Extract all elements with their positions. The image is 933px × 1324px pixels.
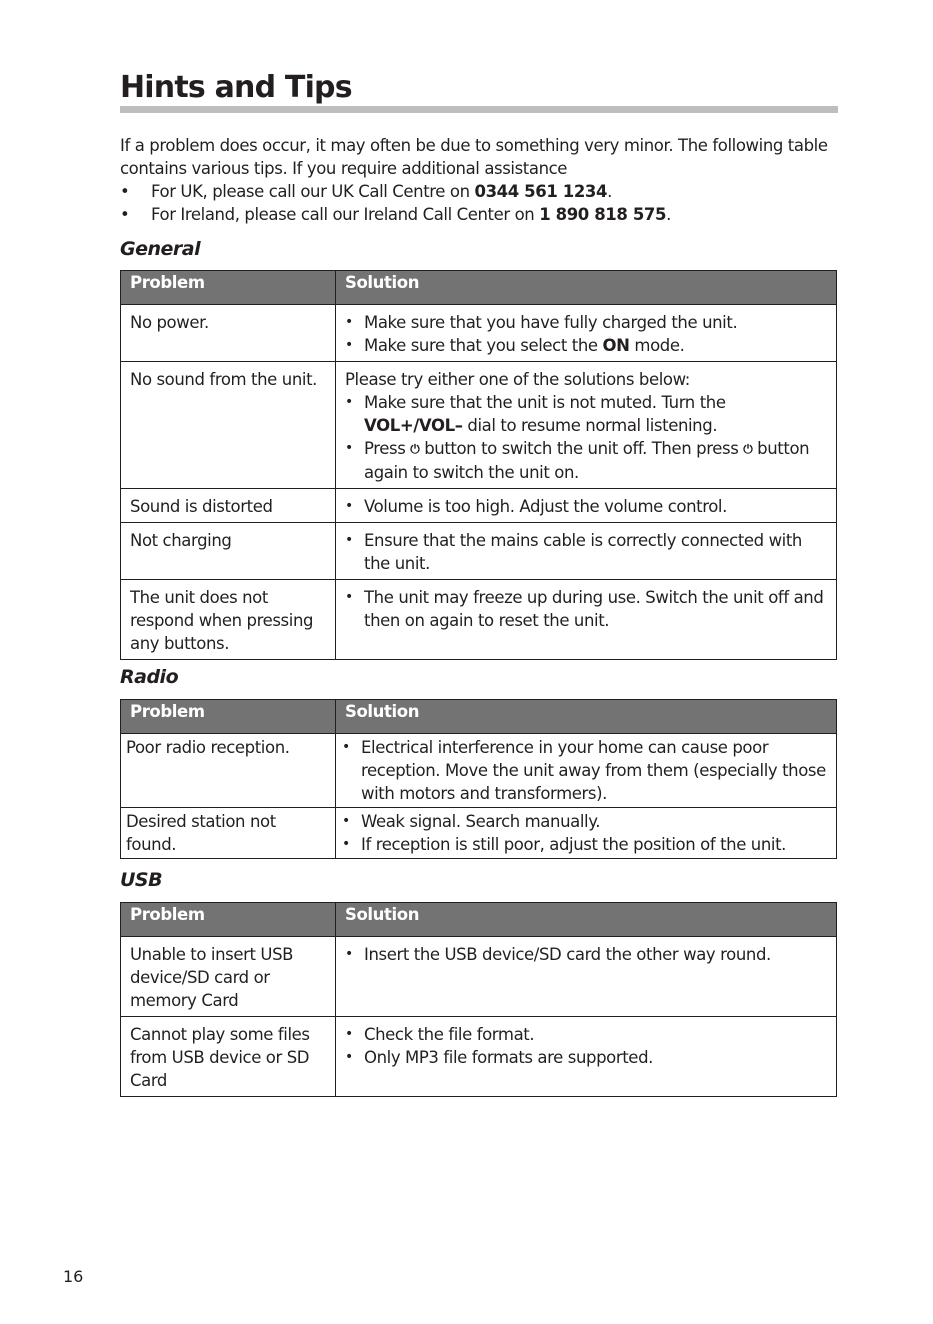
table-row xyxy=(121,580,837,660)
problem-cell: Desired station not found. xyxy=(121,808,336,859)
table-row xyxy=(121,362,837,489)
table-header-row xyxy=(121,700,837,734)
ireland-phone-number: 1 890 818 575 xyxy=(539,205,667,224)
solution-bullet: • Make sure that the unit is not muted. Turn the VOL+/VOL– dial to resume normal listening. xyxy=(345,391,828,437)
table-header-row xyxy=(121,903,837,937)
intro xyxy=(120,134,840,226)
section-heading-radio: Radio xyxy=(120,666,179,688)
general-table xyxy=(120,270,837,660)
solution-cell xyxy=(336,523,837,580)
solution-cell xyxy=(336,734,837,808)
radio-table xyxy=(120,699,837,859)
solution-bullet: • Weak signal. Search manually. xyxy=(342,810,830,833)
problem-cell: Sound is distorted xyxy=(121,489,336,523)
table-row xyxy=(121,937,837,1017)
solution-bullet: • Electrical interference in your home can cause poor reception. Move the unit away from them (especially those with motors and transformers). xyxy=(342,736,830,805)
solution-bullet: • The unit may freeze up during use. Switch the unit off and then on again to reset the unit. xyxy=(345,586,828,632)
solution-bullet: • Press ⏻ button to switch the unit off. Then press ⏻ button again to switch the unit on. xyxy=(345,437,828,484)
column-header-solution: Solution xyxy=(336,700,837,734)
solution-lead: Please try either one of the solutions below: xyxy=(345,370,690,389)
page-title: Hints and Tips xyxy=(120,70,352,105)
uk-phone-number: 0344 561 1234 xyxy=(474,182,608,201)
problem-cell: No power. xyxy=(121,305,336,362)
solution-cell xyxy=(336,1017,837,1097)
column-header-solution: Solution xyxy=(336,903,837,937)
solution-bullet: • Check the file format. xyxy=(345,1023,828,1046)
solution-cell xyxy=(336,580,837,660)
problem-cell: Not charging xyxy=(121,523,336,580)
table-row xyxy=(121,305,837,362)
table-row xyxy=(121,808,837,859)
power-icon: ⏻ xyxy=(743,442,753,456)
usb-table xyxy=(120,902,837,1097)
problem-cell: Unable to insert USB device/SD card or memory Card xyxy=(121,937,336,1017)
column-header-problem: Problem xyxy=(121,903,336,937)
contact-ireland: • For Ireland, please call our Ireland Call Center on 1 890 818 575. xyxy=(120,203,840,226)
solution-bullet: • Make sure that you have fully charged the unit. xyxy=(345,311,828,334)
solution-bullet: • Ensure that the mains cable is correctly connected with the unit. xyxy=(345,529,828,575)
intro-paragraph: If a problem does occur, it may often be due to something very minor. The following table contains various tips. If you require additional assistance xyxy=(120,136,828,178)
problem-cell: Poor radio reception. xyxy=(121,734,336,808)
column-header-problem: Problem xyxy=(121,700,336,734)
solution-bullet: • Only MP3 file formats are supported. xyxy=(345,1046,828,1069)
solution-cell xyxy=(336,362,837,489)
solution-bullet: • Make sure that you select the ON mode. xyxy=(345,334,828,357)
table-row xyxy=(121,489,837,523)
solution-cell xyxy=(336,808,837,859)
table-row xyxy=(121,734,837,808)
problem-cell: No sound from the unit. xyxy=(121,362,336,489)
power-icon: ⏻ xyxy=(410,442,420,456)
problem-cell: The unit does not respond when pressing any buttons. xyxy=(121,580,336,660)
table-row xyxy=(121,523,837,580)
column-header-solution: Solution xyxy=(336,271,837,305)
contact-uk: • For UK, please call our UK Call Centre on 0344 561 1234. xyxy=(120,180,840,203)
problem-cell: Cannot play some files from USB device or SD Card xyxy=(121,1017,336,1097)
title-rule xyxy=(120,106,838,113)
solution-cell xyxy=(336,305,837,362)
section-heading-usb: USB xyxy=(120,869,163,891)
table-header-row xyxy=(121,271,837,305)
table-row xyxy=(121,1017,837,1097)
solution-cell xyxy=(336,937,837,1017)
solution-bullet: • Volume is too high. Adjust the volume control. xyxy=(345,495,828,518)
solution-bullet: • Insert the USB device/SD card the other way round. xyxy=(345,943,828,966)
page-number: 16 xyxy=(63,1267,84,1286)
solution-cell xyxy=(336,489,837,523)
section-heading-general: General xyxy=(120,238,201,260)
solution-bullet: • If reception is still poor, adjust the position of the unit. xyxy=(342,833,830,856)
column-header-problem: Problem xyxy=(121,271,336,305)
contact-list xyxy=(120,180,840,226)
